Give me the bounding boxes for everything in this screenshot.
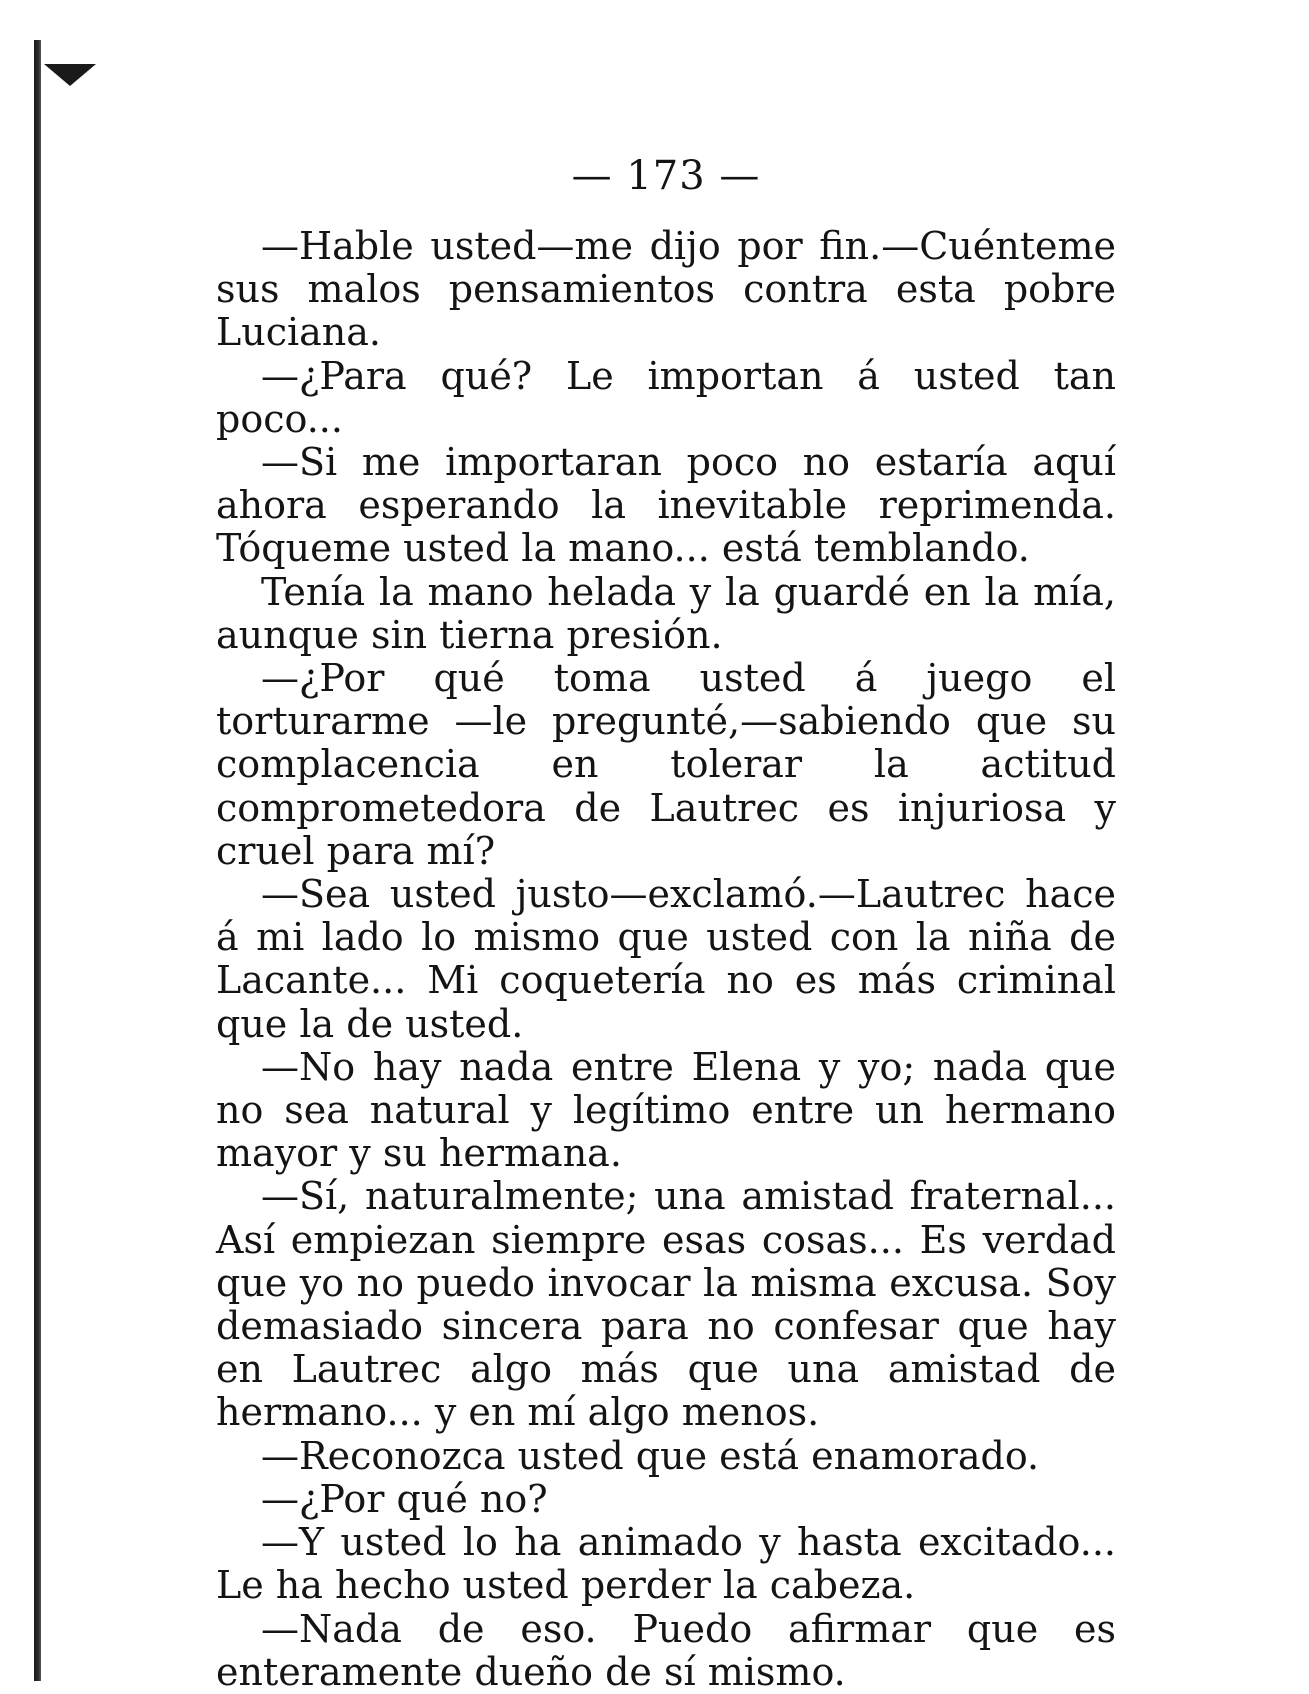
paragraph: —Si me importaran poco no estaría aquí ahora esperando la inevitable reprimenda. Tóqueme usted la mano... está temblando.: [216, 440, 1116, 571]
paragraph: Tenía la mano helada y la guardé en la mía, aunque sin tierna presión.: [216, 569, 1116, 657]
book-page: [216, 0, 1116, 1694]
paragraph: —¿Por qué toma usted á juego el torturarme —le pregunté,—sabiendo que su complacencia en tolerar la actitud comprometedora de Lautrec es injuriosa y cruel para mí?: [216, 656, 1116, 873]
paragraph: —Reconozca usted que está enamorado.: [261, 1433, 1040, 1478]
page-number: — 173 —: [571, 153, 761, 199]
paragraph: —No hay nada entre Elena y yo; nada que no sea natural y legítimo entre un hermano mayor y su hermana.: [216, 1044, 1116, 1176]
paragraph: —Hable usted—me dijo por fin.—Cuénteme sus malos pensamientos contra esta pobre Luciana.: [216, 224, 1116, 355]
paragraph: —Sí, naturalmente; una amistad fraternal... Así empiezan siempre esas cosas... Es verdad que yo no puedo invocar la misma excusa. Soy demasiado sincera para no confesar que hay en Lautrec algo más que una amistad de hermano... y en mí algo menos.: [216, 1174, 1116, 1435]
paragraph: —Nada de eso. Puedo afirmar que es enteramente dueño de sí mismo.: [216, 1606, 1116, 1694]
body-text: [216, 225, 1116, 1694]
binding-notch: [44, 64, 96, 86]
paragraph: —¿Por qué no?: [261, 1476, 548, 1521]
paragraph: —Sea usted justo—exclamó.—Lautrec hace á mi lado lo mismo que usted con la niña de Lacante... Mi coquetería no es más criminal que la de usted.: [216, 872, 1116, 1046]
paragraph: —¿Para qué? Le importan á usted tan poco...: [216, 353, 1116, 441]
book-binding-edge: [34, 40, 41, 1681]
paragraph: —Y usted lo ha animado y hasta excitado... Le ha hecho usted perder la cabeza.: [216, 1520, 1116, 1608]
